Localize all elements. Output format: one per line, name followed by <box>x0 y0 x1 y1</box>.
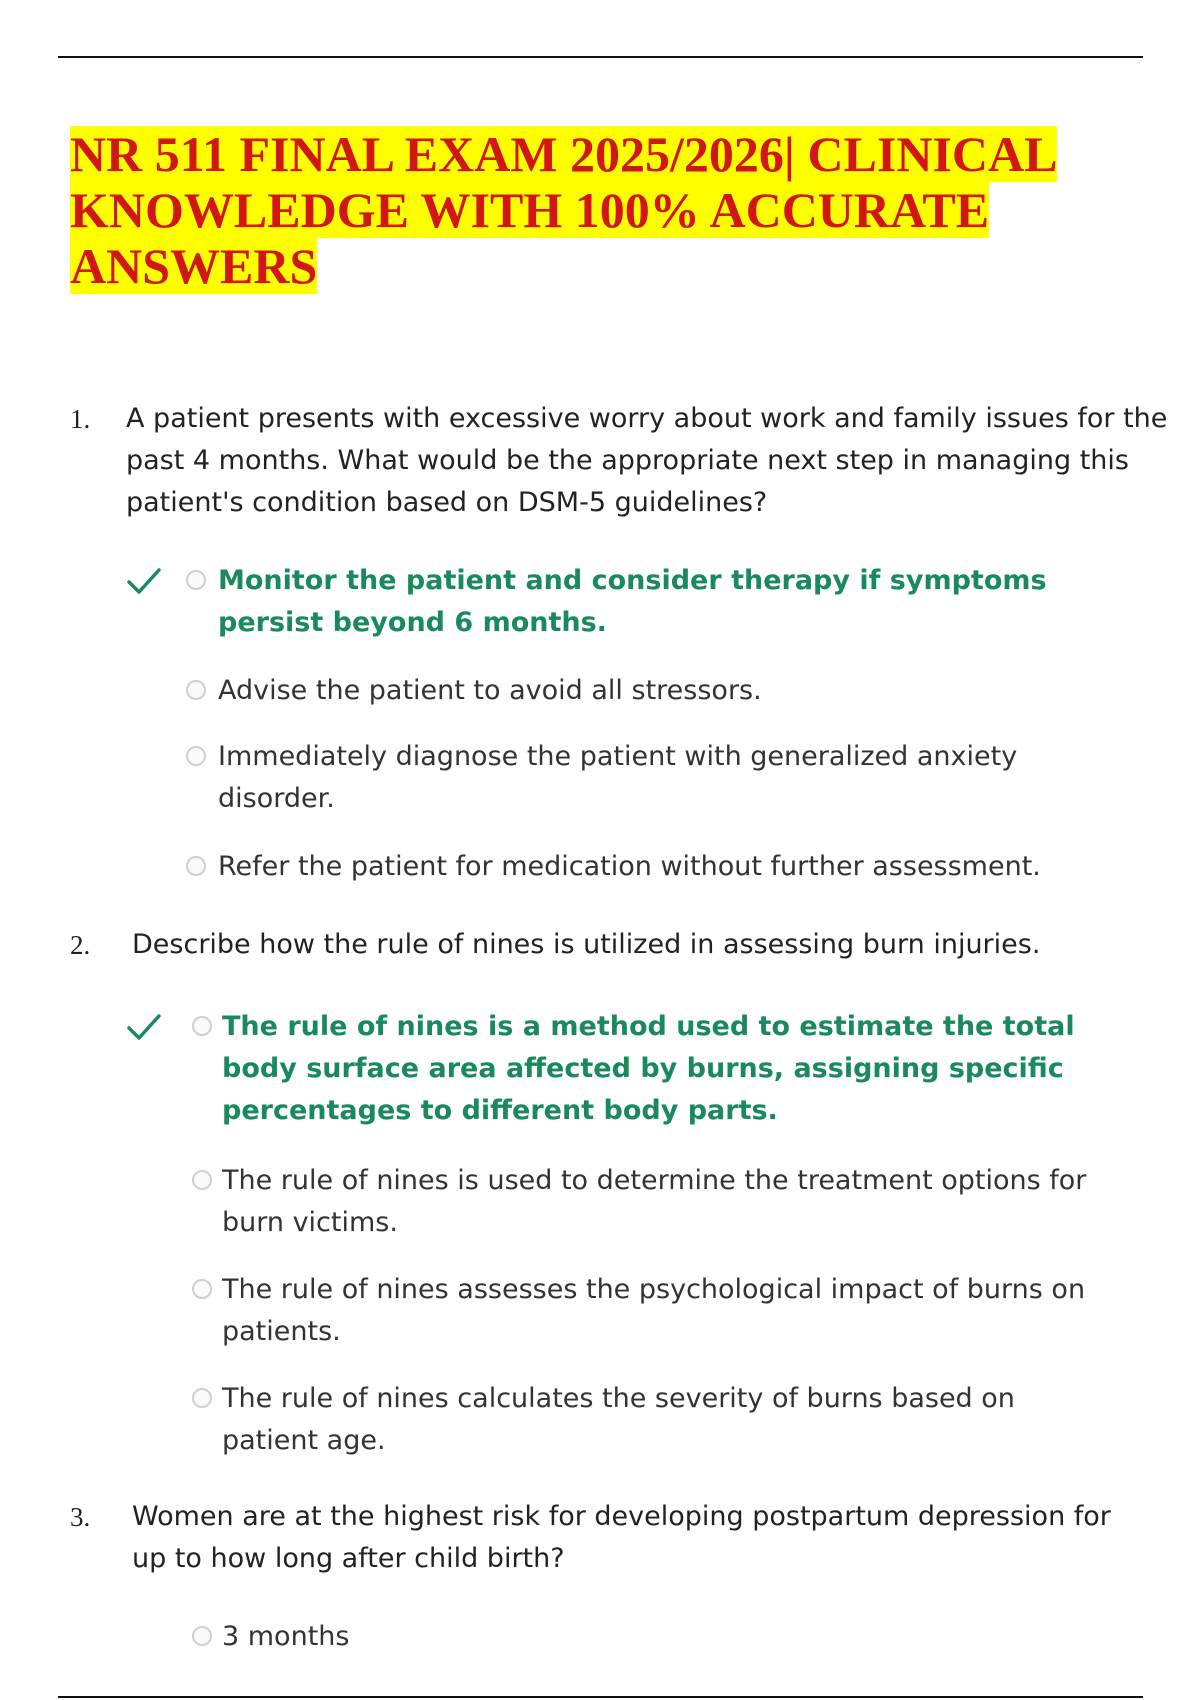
question-text: Describe how the rule of nines is utilized in assessing burn injuries. <box>132 929 1041 960</box>
top-divider <box>58 56 1143 58</box>
option-label: Immediately diagnose the patient with generalized anxiety disorder. <box>218 741 1018 814</box>
option-label: Advise the patient to avoid all stressors. <box>218 675 762 706</box>
option-label: Monitor the patient and consider therapy if symptoms persist beyond 6 months. <box>218 565 1047 638</box>
question-2 <box>70 924 1130 1456</box>
document-title: NR 511 FINAL EXAM 2025/2026| CLINICAL KNOWLEDGE WITH 100% ACCURATE ANSWERS <box>70 126 1058 294</box>
radio-icon[interactable] <box>192 1626 212 1646</box>
answer-option[interactable] <box>132 1378 1132 1462</box>
option-label: The rule of nines is used to determine the treatment options for burn victims. <box>222 1165 1087 1238</box>
option-label: Refer the patient for medication without further assessment. <box>218 851 1041 882</box>
answer-option[interactable] <box>132 1616 1132 1658</box>
radio-icon[interactable] <box>192 1170 212 1190</box>
question-number: 2. <box>70 930 91 960</box>
question-1 <box>70 398 1168 882</box>
radio-icon[interactable] <box>192 1388 212 1408</box>
bottom-divider <box>58 1696 1143 1698</box>
answer-option-correct[interactable] <box>126 560 1126 650</box>
radio-icon[interactable] <box>192 1016 212 1036</box>
answer-option[interactable] <box>126 670 1126 712</box>
question-number: 3. <box>70 1502 91 1532</box>
question-text: A patient presents with excessive worry about work and family issues for the past 4 months. What would be the appropriate next step in managing this patient's condition based on DSM-5 guidelines? <box>126 403 1168 518</box>
option-label: The rule of nines assesses the psychological impact of burns on patients. <box>222 1274 1086 1347</box>
answer-option[interactable] <box>132 1269 1132 1353</box>
radio-icon[interactable] <box>192 1279 212 1299</box>
answer-option-correct[interactable] <box>132 1006 1132 1132</box>
option-label: The rule of nines calculates the severity of burns based on patient age. <box>222 1383 1015 1456</box>
checkmark-icon <box>126 566 162 596</box>
question-text: Women are at the highest risk for developing postpartum depression for up to how long after child birth? <box>132 1501 1111 1574</box>
checkmark-icon <box>126 1012 162 1042</box>
answer-option[interactable] <box>126 736 1126 820</box>
radio-icon[interactable] <box>186 680 206 700</box>
radio-icon[interactable] <box>186 856 206 876</box>
question-number: 1. <box>70 404 91 434</box>
question-3 <box>70 1496 1130 1676</box>
answer-option[interactable] <box>126 846 1126 888</box>
radio-icon[interactable] <box>186 570 206 590</box>
radio-icon[interactable] <box>186 746 206 766</box>
option-label: The rule of nines is a method used to estimate the total body surface area affected by burns, assigning specific percentages to different body parts. <box>222 1011 1075 1126</box>
option-label: 3 months <box>222 1621 350 1652</box>
answer-option[interactable] <box>132 1160 1132 1244</box>
